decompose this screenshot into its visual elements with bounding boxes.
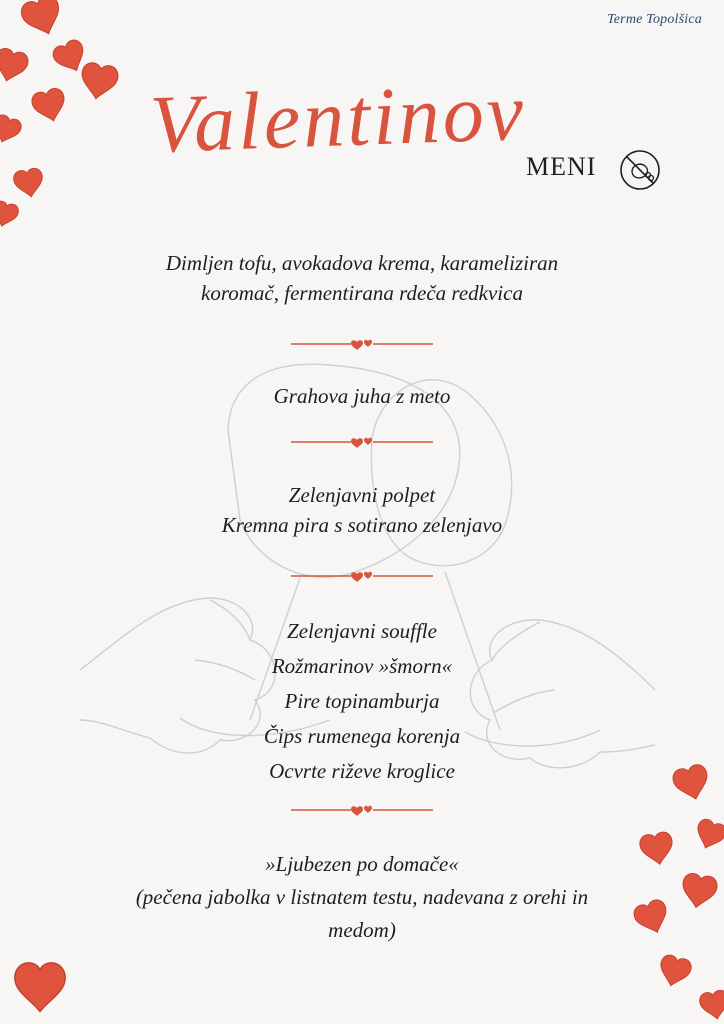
course-main [90,480,634,540]
course-line: Čips rumenega korenja [263,724,461,748]
course-line: Dimljen tofu, avokadova krema, karameliziran [165,251,559,275]
course-sides [90,614,634,789]
course-line: Ocvrte riževe kroglice [269,759,455,783]
brand-logo: Terme Topolšica [607,12,702,27]
course-line: Kremna pira s sotirano zelenjavo [221,513,503,537]
course-starter [90,248,634,308]
course-line: Zelenjavni polpet [288,483,436,507]
course-line: koromač, fermentirana rdeča redkvica [201,281,523,305]
heart-divider [289,569,435,583]
menu-subtitle: MENI [526,152,597,181]
heart-divider [289,803,435,817]
course-line: medom) [328,918,396,942]
course-dessert [90,848,634,947]
course-line: (pečena jabolka v listnatem testu, nadevana z orehi in [135,885,589,909]
heart-divider [289,435,435,449]
heart-divider [289,337,435,351]
course-line: Rožmarinov »šmorn« [271,654,453,678]
course-line: Pire topinamburja [284,689,440,713]
course-line: Grahova juha z meto [273,384,451,408]
course-line: »Ljubezen po domače« [265,852,459,876]
menu-title: Valentinov [148,65,528,170]
course-line: Zelenjavni souffle [287,619,437,643]
course-soup [90,381,634,411]
